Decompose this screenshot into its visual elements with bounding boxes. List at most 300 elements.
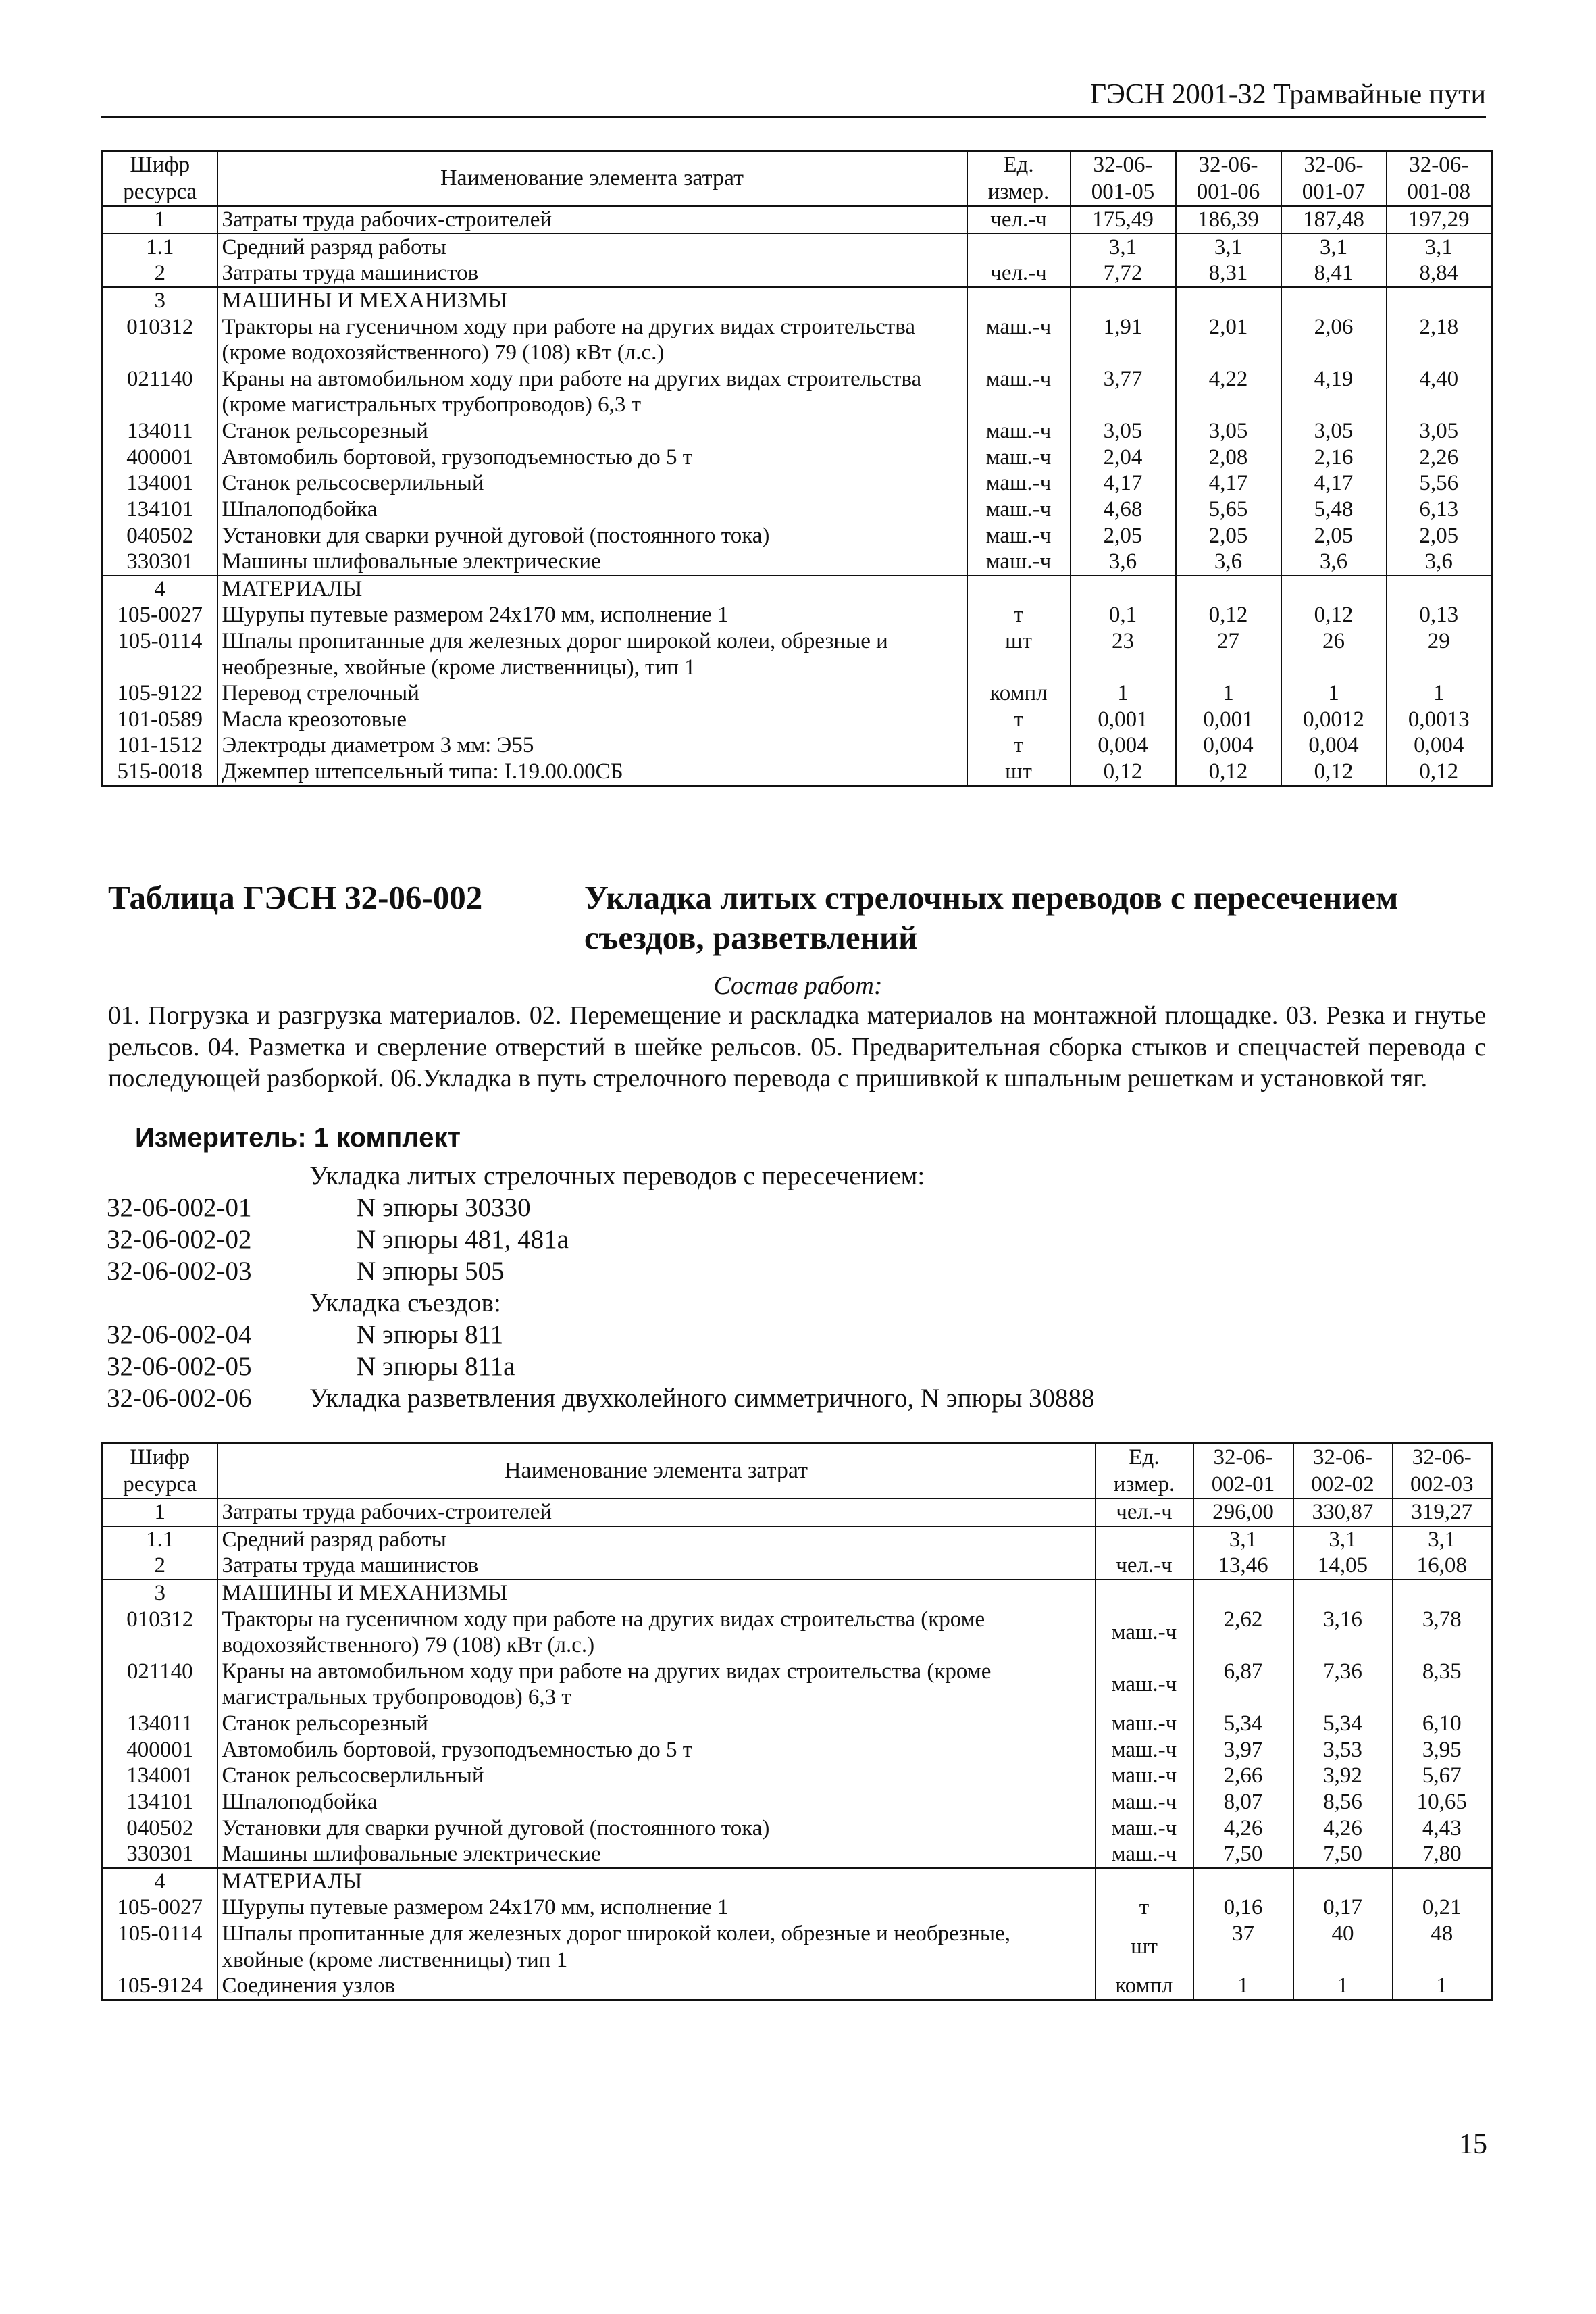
cell-value: 175,49 [1071,206,1176,234]
cost-table-2 [101,1442,1493,2001]
cell-code: 134001 [103,470,217,497]
table-row [103,1659,1492,1711]
cell-value: 319,27 [1393,1499,1492,1526]
cell-name: Джемпер штепсельный типа: I.19.00.00СБ [217,759,967,786]
cell-value: 0,12 [1176,602,1281,628]
cell-value: 0,12 [1387,759,1492,786]
cell-value: 3,1 [1071,234,1176,261]
cell-value: 23 [1071,628,1176,680]
cell-unit: компл [1096,1973,1193,2000]
cell-code: 400001 [103,1737,217,1763]
cell-value: 5,56 [1387,470,1492,497]
cell-unit: маш.-ч [967,497,1071,523]
cell-unit: маш.-ч [1096,1815,1193,1842]
cell-value [1071,287,1176,314]
table-row [103,1815,1492,1842]
cell-code: 1.1 [103,1526,217,1553]
col-header-rate: 32-06-001-07 [1281,151,1387,207]
cell-value: 8,84 [1387,260,1492,287]
variant-text: N эпюры 811 [357,1320,504,1349]
cell-value: 5,48 [1281,497,1387,523]
page-header [101,74,1486,118]
table-row [103,549,1492,576]
col-header-unit: Ед. измер. [1096,1444,1193,1499]
cell-name: Шпалоподбойка [217,1789,1096,1815]
cell-value: 4,68 [1071,497,1176,523]
cell-name: Затраты труда машинистов [217,260,967,287]
page-number: 15 [1459,2129,1487,2160]
col-header-rate: 32-06-002-03 [1393,1444,1492,1499]
variant-group-label: Укладка съездов: [309,1288,501,1317]
cell-value [1281,576,1387,603]
cell-value: 2,05 [1281,523,1387,549]
cell-value: 330,87 [1293,1499,1393,1526]
cell-value: 3,05 [1176,418,1281,445]
cell-name: МАТЕРИАЛЫ [217,576,967,603]
cell-value [1176,287,1281,314]
cell-value: 0,12 [1176,759,1281,786]
cell-value: 3,97 [1193,1737,1293,1763]
cell-value: 7,72 [1071,260,1176,287]
col-header-rate: 32-06-001-06 [1176,151,1281,207]
table-row [103,1607,1492,1659]
cell-unit: маш.-ч [967,366,1071,418]
cell-unit: т [967,732,1071,759]
cell-value: 7,36 [1293,1659,1393,1711]
cell-unit [967,234,1071,261]
variant-code: 32-06-002-01 [107,1193,252,1222]
composition-label: Состав работ: [713,972,883,1000]
cell-unit [1096,1526,1193,1553]
col-header-rate: 32-06-002-02 [1293,1444,1393,1499]
cell-name: МАШИНЫ И МЕХАНИЗМЫ [217,287,967,314]
table-row [103,523,1492,549]
cell-value: 8,35 [1393,1659,1492,1711]
cell-value: 5,67 [1393,1763,1492,1789]
cell-value: 3,53 [1293,1737,1393,1763]
cell-value: 4,22 [1176,366,1281,418]
cell-value [1193,1868,1293,1895]
cell-value: 1 [1193,1973,1293,2000]
variant-text: N эпюры 811а [357,1352,515,1381]
cell-name: Тракторы на гусеничном ходу при работе на других видах строительства (кроме водохозяйственного) 79 (108) кВт (л.с.) [217,314,967,366]
table-row [103,287,1492,314]
cell-code: 4 [103,576,217,603]
table-label: Таблица ГЭСН 32-06-002 [108,879,483,916]
cell-name: Станок рельсорезный [217,1711,1096,1737]
cell-value: 0,004 [1387,732,1492,759]
cell-value: 3,95 [1393,1737,1492,1763]
cell-code: 021140 [103,1659,217,1711]
cell-name: Шпалы пропитанные для железных дорог широкой колеи, обрезные и необрезные, хвойные (кроме лиственницы), тип 1 [217,628,967,680]
cell-value: 7,50 [1293,1841,1393,1868]
cell-unit: чел.-ч [1096,1499,1193,1526]
cell-name: Шпалоподбойка [217,497,967,523]
col-header-name: Наименование элемента затрат [217,1444,1096,1499]
cell-code: 105-0027 [103,602,217,628]
cell-value: 4,17 [1281,470,1387,497]
cell-value: 16,08 [1393,1553,1492,1580]
cell-value: 10,65 [1393,1789,1492,1815]
cell-name: Затраты труда рабочих-строителей [217,1499,1096,1526]
col-header-code: Шифр ресурса [103,1444,217,1499]
cell-name: Средний разряд работы [217,234,967,261]
cell-value: 6,87 [1193,1659,1293,1711]
cell-name: Установки для сварки ручной дуговой (постоянного тока) [217,523,967,549]
cell-value: 1 [1387,680,1492,707]
cell-value: 2,18 [1387,314,1492,366]
cell-code: 400001 [103,445,217,471]
cell-unit [967,576,1071,603]
cell-name: Станок рельсосверлильный [217,1763,1096,1789]
cell-code: 515-0018 [103,759,217,786]
table-row [103,1763,1492,1789]
cell-value: 0,001 [1071,707,1176,733]
cell-value: 3,1 [1281,234,1387,261]
cell-value: 4,26 [1193,1815,1293,1842]
cell-code: 2 [103,260,217,287]
table-row [103,576,1492,603]
col-header-name: Наименование элемента затрат [217,151,967,207]
variant-code: 32-06-002-06 [107,1384,252,1413]
cell-code: 010312 [103,1607,217,1659]
cell-code: 105-9122 [103,680,217,707]
cell-value: 3,6 [1071,549,1176,576]
cell-value: 0,13 [1387,602,1492,628]
variant-code: 32-06-002-04 [107,1320,252,1349]
cell-code: 105-9124 [103,1973,217,2000]
cell-value: 4,17 [1176,470,1281,497]
table-row [103,680,1492,707]
cell-value: 8,41 [1281,260,1387,287]
table-row [103,497,1492,523]
cell-value: 3,05 [1071,418,1176,445]
cell-code: 040502 [103,523,217,549]
table-row [103,628,1492,680]
cell-value [1281,287,1387,314]
cell-value [1293,1580,1393,1607]
cell-value: 197,29 [1387,206,1492,234]
table-row [103,470,1492,497]
cell-value [1293,1868,1393,1895]
cell-value: 4,19 [1281,366,1387,418]
cell-value: 0,1 [1071,602,1176,628]
cell-name: Шурупы путевые размером 24х170 мм, исполнение 1 [217,1894,1096,1921]
cell-value: 0,0012 [1281,707,1387,733]
cell-name: Краны на автомобильном ходу при работе на других видах строительства (кроме магистральных трубопроводов) 6,3 т [217,1659,1096,1711]
cell-name: Станок рельсосверлильный [217,470,967,497]
cell-value [1387,576,1492,603]
cell-code: 021140 [103,366,217,418]
col-header-rate: 32-06-001-08 [1387,151,1492,207]
cell-value: 2,01 [1176,314,1281,366]
table-row [103,1973,1492,2000]
cell-value: 6,10 [1393,1711,1492,1737]
cell-name: МАШИНЫ И МЕХАНИЗМЫ [217,1580,1096,1607]
cell-value: 2,08 [1176,445,1281,471]
cell-unit: чел.-ч [967,206,1071,234]
cell-value: 2,26 [1387,445,1492,471]
cell-unit: маш.-ч [1096,1841,1193,1868]
cell-value: 0,12 [1281,759,1387,786]
header-title: ГЭСН 2001-32 Трамвайные пути [1089,79,1486,110]
cell-value: 3,1 [1193,1526,1293,1553]
cell-value: 0,004 [1071,732,1176,759]
cell-value: 3,6 [1281,549,1387,576]
table-header-row [103,1444,1492,1499]
cell-value: 3,1 [1176,234,1281,261]
cell-value: 186,39 [1176,206,1281,234]
cell-unit: шт [1096,1921,1193,1973]
cell-name: Средний разряд работы [217,1526,1096,1553]
cell-value: 0,12 [1071,759,1176,786]
cell-name: Машины шлифовальные электрические [217,549,967,576]
cell-value: 0,0013 [1387,707,1492,733]
table-row [103,1868,1492,1895]
cell-code: 105-0027 [103,1894,217,1921]
cell-value: 0,17 [1293,1894,1393,1921]
cell-value: 26 [1281,628,1387,680]
cell-code: 040502 [103,1815,217,1842]
cell-name: Станок рельсорезный [217,418,967,445]
cell-value [1193,1580,1293,1607]
measure-unit: Измеритель: 1 комплект [135,1123,461,1153]
cell-code: 134101 [103,497,217,523]
cell-value: 37 [1193,1921,1293,1973]
table-row [103,1499,1492,1526]
cell-unit: маш.-ч [1096,1737,1193,1763]
cell-code: 3 [103,1580,217,1607]
table-row [103,1789,1492,1815]
cell-value: 5,34 [1193,1711,1293,1737]
cell-code: 1 [103,206,217,234]
cell-value: 40 [1293,1921,1393,1973]
cell-value: 1 [1293,1973,1393,2000]
table-row [103,1894,1492,1921]
cell-code: 105-0114 [103,628,217,680]
cell-value: 8,31 [1176,260,1281,287]
cell-value: 3,78 [1393,1607,1492,1659]
cell-value [1387,287,1492,314]
cell-value [1393,1868,1492,1895]
table-row [103,1737,1492,1763]
cell-name: Машины шлифовальные электрические [217,1841,1096,1868]
cell-code: 134001 [103,1763,217,1789]
cell-code: 134011 [103,1711,217,1737]
cell-value: 48 [1393,1921,1492,1973]
variant-text: Укладка разветвления двухколейного симметричного, N эпюры 30888 [309,1384,1095,1413]
cell-value: 3,1 [1393,1526,1492,1553]
cell-value: 2,62 [1193,1607,1293,1659]
cell-unit: маш.-ч [967,418,1071,445]
cell-name: Краны на автомобильном ходу при работе на других видах строительства (кроме магистральных трубопроводов) 6,3 т [217,366,967,418]
cell-value: 0,004 [1176,732,1281,759]
cost-table-1 [101,150,1493,787]
cell-value: 3,1 [1293,1526,1393,1553]
cell-value: 4,40 [1387,366,1492,418]
cell-value: 4,43 [1393,1815,1492,1842]
variant-code: 32-06-002-05 [107,1352,252,1381]
cell-unit: шт [967,628,1071,680]
cell-value: 3,1 [1387,234,1492,261]
cell-unit: маш.-ч [1096,1789,1193,1815]
table-row [103,234,1492,261]
table-row [103,1553,1492,1580]
cell-value: 3,6 [1387,549,1492,576]
cell-unit: маш.-ч [967,549,1071,576]
cell-unit: маш.-ч [1096,1607,1193,1659]
cell-value: 8,07 [1193,1789,1293,1815]
table-row [103,602,1492,628]
cell-unit: чел.-ч [1096,1553,1193,1580]
cell-value: 3,16 [1293,1607,1393,1659]
table-row [103,759,1492,786]
cell-name: Затраты труда машинистов [217,1553,1096,1580]
cell-value: 27 [1176,628,1281,680]
cell-code: 3 [103,287,217,314]
cell-unit: шт [967,759,1071,786]
cell-value: 2,05 [1387,523,1492,549]
cell-code: 134101 [103,1789,217,1815]
cell-unit [967,287,1071,314]
cell-unit: т [967,602,1071,628]
cell-unit: т [1096,1894,1193,1921]
cell-value: 0,12 [1281,602,1387,628]
variant-text: N эпюры 481, 481а [357,1225,569,1254]
table-row [103,1921,1492,1973]
cell-unit: маш.-ч [967,470,1071,497]
table-row [103,260,1492,287]
cell-value [1176,576,1281,603]
cell-value: 3,6 [1176,549,1281,576]
variant-text: N эпюры 30330 [357,1193,531,1222]
cell-unit [1096,1868,1193,1895]
cell-unit: маш.-ч [1096,1763,1193,1789]
cell-value: 0,001 [1176,707,1281,733]
cell-value: 1 [1176,680,1281,707]
cell-value: 1 [1393,1973,1492,2000]
cell-value: 5,34 [1293,1711,1393,1737]
cell-value: 5,65 [1176,497,1281,523]
table-row [103,1526,1492,1553]
table-row [103,314,1492,366]
cell-value: 3,92 [1293,1763,1393,1789]
cell-code: 101-1512 [103,732,217,759]
col-header-rate: 32-06-002-01 [1193,1444,1293,1499]
variant-group-label: Укладка литых стрелочных переводов с пересечением: [309,1161,925,1190]
cell-code: 1.1 [103,234,217,261]
col-header-unit: Ед. измер. [967,151,1071,207]
cell-value: 0,21 [1393,1894,1492,1921]
cell-value: 3,05 [1281,418,1387,445]
cell-name: Перевод стрелочный [217,680,967,707]
table-header-row [103,151,1492,207]
cell-name: Шурупы путевые размером 24х170 мм, исполнение 1 [217,602,967,628]
cell-value: 6,13 [1387,497,1492,523]
cell-name: Масла креозотовые [217,707,967,733]
cell-value: 2,16 [1281,445,1387,471]
cell-value: 13,46 [1193,1553,1293,1580]
table-row [103,1580,1492,1607]
cell-code: 330301 [103,549,217,576]
cell-unit: маш.-ч [967,523,1071,549]
cell-unit: т [967,707,1071,733]
table-row [103,1841,1492,1868]
cell-unit: маш.-ч [967,314,1071,366]
cell-name: Тракторы на гусеничном ходу при работе на других видах строительства (кроме водохозяйственного) 79 (108) кВт (л.с.) [217,1607,1096,1659]
table-row [103,445,1492,471]
cell-value: 3,05 [1387,418,1492,445]
cell-value: 187,48 [1281,206,1387,234]
cell-value: 2,04 [1071,445,1176,471]
cell-value: 2,05 [1176,523,1281,549]
cell-name: МАТЕРИАЛЫ [217,1868,1096,1895]
cell-value: 14,05 [1293,1553,1393,1580]
table-row [103,707,1492,733]
cell-unit: маш.-ч [1096,1711,1193,1737]
composition-text: 01. Погрузка и разгрузка материалов. 02. Перемещение и раскладка материалов на монтажной площадке. 03. Резка и гнутье рельсов. 04. Разметка и сверление отверстий в шейке рельсов. 05. Предварительная сборка стыков и спецчастей перевода с последующей разборкой. 06.Укладка в путь стрелочного перевода с пришивкой к шпальным решеткам и установкой тяг. [108,1001,1486,1093]
cell-value: 296,00 [1193,1499,1293,1526]
cell-name: Соединения узлов [217,1973,1096,2000]
cell-value: 7,80 [1393,1841,1492,1868]
cell-value [1393,1580,1492,1607]
col-header-code: Шифр ресурса [103,151,217,207]
cell-value: 0,16 [1193,1894,1293,1921]
cell-code: 1 [103,1499,217,1526]
cell-unit: маш.-ч [967,445,1071,471]
table-heading: Укладка литых стрелочных переводов с пересечением съездов, разветвлений [584,879,1399,956]
cell-unit: маш.-ч [1096,1659,1193,1711]
cell-code: 2 [103,1553,217,1580]
cell-value: 2,66 [1193,1763,1293,1789]
variant-code: 32-06-002-03 [107,1257,252,1286]
cell-value: 2,05 [1071,523,1176,549]
cell-value [1071,576,1176,603]
cell-unit: чел.-ч [967,260,1071,287]
cell-name: Установки для сварки ручной дуговой (постоянного тока) [217,1815,1096,1842]
cell-value: 0,004 [1281,732,1387,759]
cell-value: 8,56 [1293,1789,1393,1815]
cell-value: 3,77 [1071,366,1176,418]
cell-unit: компл [967,680,1071,707]
table-row [103,732,1492,759]
variant-text: N эпюры 505 [357,1257,505,1286]
table-row [103,206,1492,234]
cell-value: 2,06 [1281,314,1387,366]
variant-code: 32-06-002-02 [107,1225,252,1254]
cell-code: 134011 [103,418,217,445]
cell-code: 101-0589 [103,707,217,733]
cell-value: 4,17 [1071,470,1176,497]
cell-name: Электроды диаметром 3 мм: Э55 [217,732,967,759]
table-row [103,1711,1492,1737]
cell-name: Затраты труда рабочих-строителей [217,206,967,234]
cell-name: Шпалы пропитанные для железных дорог широкой колеи, обрезные и необрезные, хвойные (кроме лиственницы) тип 1 [217,1921,1096,1973]
cell-code: 010312 [103,314,217,366]
cell-value: 7,50 [1193,1841,1293,1868]
cell-value: 1 [1071,680,1176,707]
cell-name: Автомобиль бортовой, грузоподъемностью до 5 т [217,1737,1096,1763]
table-row [103,366,1492,418]
cell-unit [1096,1580,1193,1607]
cell-code: 105-0114 [103,1921,217,1973]
cell-value: 4,26 [1293,1815,1393,1842]
cell-code: 330301 [103,1841,217,1868]
cell-value: 29 [1387,628,1492,680]
col-header-rate: 32-06-001-05 [1071,151,1176,207]
table-row [103,418,1492,445]
cell-value: 1,91 [1071,314,1176,366]
